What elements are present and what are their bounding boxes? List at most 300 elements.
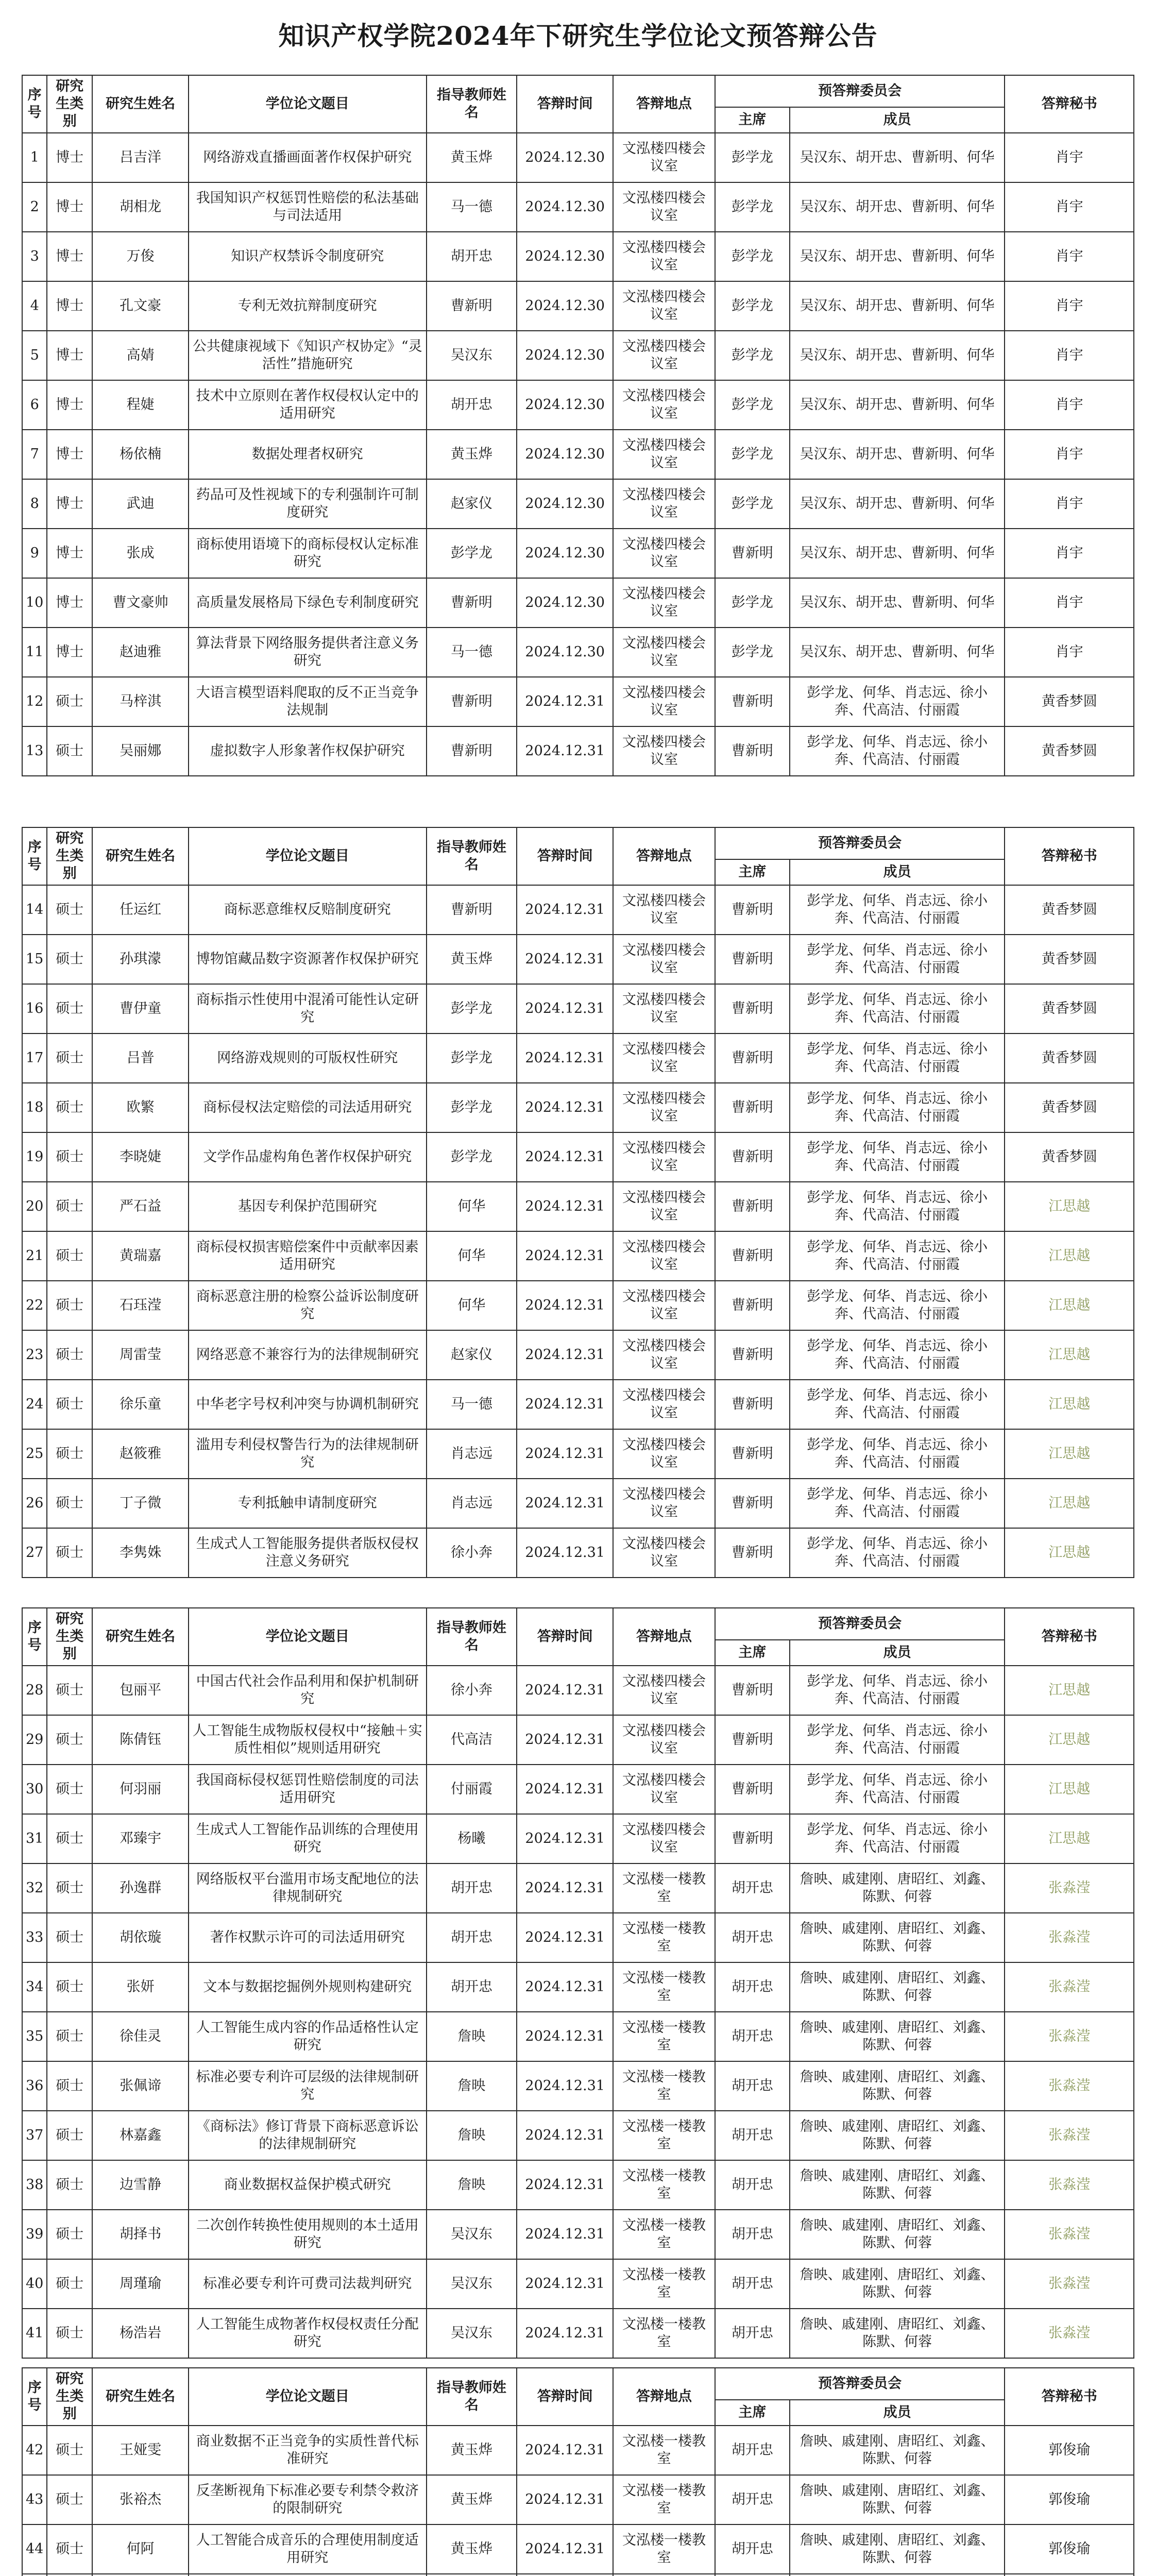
thesis-topic bbox=[189, 2574, 426, 2576]
defense-time: 2024.12.31 bbox=[517, 1666, 613, 1715]
student-type: 硕士 bbox=[47, 2210, 92, 2259]
advisor-name: 付丽霞 bbox=[427, 1765, 517, 1814]
student-type: 硕士 bbox=[47, 2426, 92, 2475]
student-name: 王娅雯 bbox=[92, 2426, 189, 2475]
advisor-name: 吴汉东 bbox=[427, 2259, 517, 2309]
row-number: 32 bbox=[22, 1863, 47, 1913]
advisor-name: 代高洁 bbox=[427, 1715, 517, 1765]
table-row bbox=[22, 2061, 1134, 2111]
defense-secretary: 黄香梦圆 bbox=[1005, 935, 1134, 984]
table-row bbox=[22, 1281, 1134, 1330]
student-type: 硕士 bbox=[47, 2309, 92, 2358]
thesis-topic: 反垄断视角下标准必要专利禁令救济的限制研究 bbox=[189, 2475, 426, 2524]
thesis-topic: 大语言模型语料爬取的反不正当竞争法规制 bbox=[189, 677, 426, 726]
defense-secretary: 江思越 bbox=[1005, 1380, 1134, 1429]
defense-secretary: 郭俊瑜 bbox=[1005, 2475, 1134, 2524]
student-name: 曹伊童 bbox=[92, 984, 189, 1033]
student-type: 硕士 bbox=[47, 935, 92, 984]
thesis-topic: 中国古代社会作品利用和保护机制研究 bbox=[189, 1666, 426, 1715]
committee-members: 詹映、戚建刚、唐昭红、刘鑫、陈默、何蓉 bbox=[790, 2111, 1005, 2160]
committee-chair: 曹新明 bbox=[715, 1666, 790, 1715]
header-number: 序号 bbox=[22, 75, 47, 133]
defense-time: 2024.12.30 bbox=[517, 232, 613, 281]
student-name: 高婧 bbox=[92, 331, 189, 380]
advisor-name: 彭学龙 bbox=[427, 1083, 517, 1132]
thesis-topic: 基因专利保护范围研究 bbox=[189, 1182, 426, 1231]
defense-place: 文泓楼四楼会议室 bbox=[613, 331, 715, 380]
thesis-topic: 《商标法》修订背景下商标恶意诉讼的法律规制研究 bbox=[189, 2111, 426, 2160]
student-name: 邓臻宇 bbox=[92, 1814, 189, 1863]
defense-place: 文泓楼一楼教室 bbox=[613, 2160, 715, 2210]
thesis-topic: 网络版权平台滥用市场支配地位的法律规制研究 bbox=[189, 1863, 426, 1913]
defense-time: 2024.12.30 bbox=[517, 331, 613, 380]
student-type: 硕士 bbox=[47, 1962, 92, 2012]
defense-place: 文泓楼四楼会议室 bbox=[613, 1330, 715, 1380]
committee-chair: 胡开忠 bbox=[715, 1913, 790, 1962]
student-name: 丁子微 bbox=[92, 1479, 189, 1528]
advisor-name: 胡开忠 bbox=[427, 380, 517, 430]
student-name: 包丽平 bbox=[92, 1666, 189, 1715]
committee-members: 詹映、戚建刚、唐昭红、刘鑫、陈默、何蓉 bbox=[790, 2309, 1005, 2358]
table-row bbox=[22, 232, 1134, 281]
committee-chair: 彭学龙 bbox=[715, 281, 790, 331]
student-name: 胡相龙 bbox=[92, 182, 189, 232]
table-row bbox=[22, 578, 1134, 628]
table-row bbox=[22, 1330, 1134, 1380]
row-number: 30 bbox=[22, 1765, 47, 1814]
committee-members: 吴汉东、胡开忠、曹新明、何华 bbox=[790, 232, 1005, 281]
student-name: 万俊 bbox=[92, 232, 189, 281]
student-name: 周雷莹 bbox=[92, 1330, 189, 1380]
committee-members: 彭学龙、何华、肖志远、徐小奔、代高洁、付丽霞 bbox=[790, 1666, 1005, 1715]
thesis-topic: 人工智能生成物著作权侵权责任分配研究 bbox=[189, 2309, 426, 2358]
advisor-name: 吴汉东 bbox=[427, 2309, 517, 2358]
defense-place: 文泓楼一楼教室 bbox=[613, 2426, 715, 2475]
row-number: 44 bbox=[22, 2524, 47, 2574]
defense-secretary: 肖宇 bbox=[1005, 232, 1134, 281]
defense-secretary: 黄香梦圆 bbox=[1005, 885, 1134, 935]
table-row bbox=[22, 1666, 1134, 1715]
row-number: 1 bbox=[22, 133, 47, 182]
defense-place: 文泓楼四楼会议室 bbox=[613, 182, 715, 232]
row-number: 19 bbox=[22, 1132, 47, 1182]
defense-place: 文泓楼四楼会议室 bbox=[613, 1132, 715, 1182]
student-type: 硕士 bbox=[47, 1231, 92, 1281]
defense-secretary: 黄香梦圆 bbox=[1005, 726, 1134, 776]
defense-place: 文泓楼四楼会议室 bbox=[613, 1528, 715, 1578]
header-thesis-topic: 学位论文题目 bbox=[189, 1608, 426, 1666]
defense-secretary: 张淼滢 bbox=[1005, 2259, 1134, 2309]
student-type: 博士 bbox=[47, 380, 92, 430]
row-number: 29 bbox=[22, 1715, 47, 1765]
table-row bbox=[22, 1033, 1134, 1083]
thesis-topic: 公共健康视域下《知识产权协定》“灵活性”措施研究 bbox=[189, 331, 426, 380]
defense-place: 文泓楼四楼会议室 bbox=[613, 529, 715, 578]
defense-time: 2024.12.31 bbox=[517, 1033, 613, 1083]
committee-members: 吴汉东、胡开忠、曹新明、何华 bbox=[790, 479, 1005, 529]
defense-secretary: 江思越 bbox=[1005, 1715, 1134, 1765]
defense-secretary: 江思越 bbox=[1005, 1479, 1134, 1528]
defense-secretary: 肖宇 bbox=[1005, 628, 1134, 677]
thesis-topic: 标准必要专利许可费司法裁判研究 bbox=[189, 2259, 426, 2309]
defense-secretary: 肖宇 bbox=[1005, 281, 1134, 331]
student-type: 硕士 bbox=[47, 677, 92, 726]
committee-members: 詹映、戚建刚、唐昭红、刘鑫、陈默、何蓉 bbox=[790, 2475, 1005, 2524]
defense-time: 2024.12.31 bbox=[517, 2160, 613, 2210]
student-type: 硕士 bbox=[47, 2259, 92, 2309]
table-row bbox=[22, 1479, 1134, 1528]
row-number: 33 bbox=[22, 1913, 47, 1962]
row-number: 41 bbox=[22, 2309, 47, 2358]
defense-place: 文泓楼四楼会议室 bbox=[613, 1666, 715, 1715]
defense-place: 文泓楼四楼会议室 bbox=[613, 1231, 715, 1281]
thesis-topic: 生成式人工智能作品训练的合理使用研究 bbox=[189, 1814, 426, 1863]
row-number: 38 bbox=[22, 2160, 47, 2210]
defense-place: 文泓楼四楼会议室 bbox=[613, 479, 715, 529]
student-name: 赵迪雅 bbox=[92, 628, 189, 677]
table-row bbox=[22, 1429, 1134, 1479]
header-members: 成员 bbox=[790, 107, 1005, 133]
student-name: 曹文豪帅 bbox=[92, 578, 189, 628]
defense-secretary: 张淼滢 bbox=[1005, 2210, 1134, 2259]
table-row bbox=[22, 2111, 1134, 2160]
header-secretary: 答辩秘书 bbox=[1005, 2368, 1134, 2426]
defense-secretary: 江思越 bbox=[1005, 1814, 1134, 1863]
table-row bbox=[22, 1528, 1134, 1578]
header-chair: 主席 bbox=[715, 2400, 790, 2426]
student-name: 李晓婕 bbox=[92, 1132, 189, 1182]
committee-chair: 曹新明 bbox=[715, 529, 790, 578]
thesis-topic: 文学作品虚构角色著作权保护研究 bbox=[189, 1132, 426, 1182]
defense-place: 文泓楼一楼教室 bbox=[613, 1962, 715, 2012]
table-row bbox=[22, 281, 1134, 331]
row-number: 5 bbox=[22, 331, 47, 380]
advisor-name: 詹映 bbox=[427, 2111, 517, 2160]
defense-place: 文泓楼四楼会议室 bbox=[613, 380, 715, 430]
header-student-type: 研究生类别 bbox=[47, 827, 92, 885]
student-name: 徐乐童 bbox=[92, 1380, 189, 1429]
committee-chair: 曹新明 bbox=[715, 1715, 790, 1765]
student-type: 硕士 bbox=[47, 1666, 92, 1715]
committee-chair: 彭学龙 bbox=[715, 578, 790, 628]
committee-members: 彭学龙、何华、肖志远、徐小奔、代高洁、付丽霞 bbox=[790, 1281, 1005, 1330]
table-row bbox=[22, 2524, 1134, 2574]
student-type: 硕士 bbox=[47, 726, 92, 776]
committee-members: 吴汉东、胡开忠、曹新明、何华 bbox=[790, 380, 1005, 430]
student-type: 硕士 bbox=[47, 1765, 92, 1814]
defense-time: 2024.12.31 bbox=[517, 1765, 613, 1814]
committee-members: 彭学龙、何华、肖志远、徐小奔、代高洁、付丽霞 bbox=[790, 1479, 1005, 1528]
row-number: 42 bbox=[22, 2426, 47, 2475]
student-type: 博士 bbox=[47, 430, 92, 479]
defense-secretary: 张淼滢 bbox=[1005, 1962, 1134, 2012]
row-number: 16 bbox=[22, 984, 47, 1033]
defense-time: 2024.12.31 bbox=[517, 1330, 613, 1380]
defense-time: 2024.12.31 bbox=[517, 1962, 613, 2012]
defense-place: 文泓楼四楼会议室 bbox=[613, 1083, 715, 1132]
committee-chair: 胡开忠 bbox=[715, 2426, 790, 2475]
student-type: 博士 bbox=[47, 331, 92, 380]
student-name: 武迪 bbox=[92, 479, 189, 529]
table-row bbox=[22, 2309, 1134, 2358]
table-row bbox=[22, 1231, 1134, 1281]
defense-time: 2024.12.31 bbox=[517, 885, 613, 935]
committee-chair: 曹新明 bbox=[715, 1814, 790, 1863]
committee-members: 詹映、戚建刚、唐昭红、刘鑫、陈默、何蓉 bbox=[790, 1962, 1005, 2012]
table-row bbox=[22, 182, 1134, 232]
student-type: 博士 bbox=[47, 628, 92, 677]
student-type: 硕士 bbox=[47, 2524, 92, 2574]
thesis-topic: 中华老字号权利冲突与协调机制研究 bbox=[189, 1380, 426, 1429]
defense-place: 文泓楼四楼会议室 bbox=[613, 1479, 715, 1528]
student-name: 吴丽娜 bbox=[92, 726, 189, 776]
schedule-table bbox=[22, 827, 1134, 1578]
committee-members: 彭学龙、何华、肖志远、徐小奔、代高洁、付丽霞 bbox=[790, 1715, 1005, 1765]
student-type: 硕士 bbox=[47, 1715, 92, 1765]
thesis-topic: 我国商标侵权惩罚性赔偿制度的司法适用研究 bbox=[189, 1765, 426, 1814]
defense-place: 文泓楼四楼会议室 bbox=[613, 984, 715, 1033]
defense-time: 2024.12.31 bbox=[517, 2259, 613, 2309]
header-time: 答辩时间 bbox=[517, 1608, 613, 1666]
defense-secretary: 黄香梦圆 bbox=[1005, 677, 1134, 726]
student-name: 边雪静 bbox=[92, 2160, 189, 2210]
advisor-name: 肖志远 bbox=[427, 1429, 517, 1479]
advisor-name: 詹映 bbox=[427, 2012, 517, 2061]
defense-place: 文泓楼一楼教室 bbox=[613, 2012, 715, 2061]
committee-chair: 彭学龙 bbox=[715, 380, 790, 430]
student-type: 硕士 bbox=[47, 1380, 92, 1429]
defense-time: 2024.12.30 bbox=[517, 380, 613, 430]
defense-time: 2024.12.31 bbox=[517, 726, 613, 776]
thesis-topic: 商标恶意注册的检察公益诉讼制度研究 bbox=[189, 1281, 426, 1330]
row-number: 34 bbox=[22, 1962, 47, 2012]
defense-time: 2024.12.31 bbox=[517, 1863, 613, 1913]
defense-secretary: 张淼滢 bbox=[1005, 1913, 1134, 1962]
thesis-topic: 商业数据不正当竞争的实质性普代标准研究 bbox=[189, 2426, 426, 2475]
advisor-name: 黄玉烨 bbox=[427, 2475, 517, 2524]
table-row bbox=[22, 430, 1134, 479]
defense-secretary: 江思越 bbox=[1005, 1765, 1134, 1814]
thesis-topic: 博物馆藏品数字资源著作权保护研究 bbox=[189, 935, 426, 984]
committee-members: 吴汉东、胡开忠、曹新明、何华 bbox=[790, 331, 1005, 380]
committee-chair: 曹新明 bbox=[715, 935, 790, 984]
row-number: 12 bbox=[22, 677, 47, 726]
committee-members bbox=[790, 2574, 1005, 2576]
advisor-name: 肖志远 bbox=[427, 1479, 517, 1528]
committee-chair: 彭学龙 bbox=[715, 133, 790, 182]
committee-members: 詹映、戚建刚、唐昭红、刘鑫、陈默、何蓉 bbox=[790, 2426, 1005, 2475]
header-thesis-topic: 学位论文题目 bbox=[189, 827, 426, 885]
student-type: 硕士 bbox=[47, 1083, 92, 1132]
defense-secretary: 黄香梦圆 bbox=[1005, 1132, 1134, 1182]
student-type: 博士 bbox=[47, 281, 92, 331]
defense-time: 2024.12.31 bbox=[517, 1814, 613, 1863]
defense-secretary: 肖宇 bbox=[1005, 182, 1134, 232]
header-place: 答辩地点 bbox=[613, 75, 715, 133]
table-row bbox=[22, 529, 1134, 578]
header-time: 答辩时间 bbox=[517, 827, 613, 885]
row-number: 22 bbox=[22, 1281, 47, 1330]
thesis-topic: 商标侵权损害赔偿案件中贡献率因素适用研究 bbox=[189, 1231, 426, 1281]
defense-secretary: 张淼滢 bbox=[1005, 2160, 1134, 2210]
defense-place: 文泓楼四楼会议室 bbox=[613, 133, 715, 182]
committee-chair: 曹新明 bbox=[715, 1765, 790, 1814]
advisor-name: 彭学龙 bbox=[427, 1033, 517, 1083]
table-row bbox=[22, 331, 1134, 380]
row-number: 43 bbox=[22, 2475, 47, 2524]
thesis-topic: 著作权默示许可的司法适用研究 bbox=[189, 1913, 426, 1962]
committee-members: 彭学龙、何华、肖志远、徐小奔、代高洁、付丽霞 bbox=[790, 1528, 1005, 1578]
table-row bbox=[22, 1715, 1134, 1765]
defense-time: 2024.12.31 bbox=[517, 1083, 613, 1132]
defense-secretary: 张淼滢 bbox=[1005, 1863, 1134, 1913]
defense-place: 文泓楼四楼会议室 bbox=[613, 1429, 715, 1479]
header-advisor: 指导教师姓名 bbox=[427, 75, 517, 133]
defense-secretary: 江思越 bbox=[1005, 1231, 1134, 1281]
thesis-topic: 人工智能合成音乐的合理使用制度适用研究 bbox=[189, 2524, 426, 2574]
defense-time: 2024.12.30 bbox=[517, 529, 613, 578]
committee-chair: 曹新明 bbox=[715, 1380, 790, 1429]
header-place: 答辩地点 bbox=[613, 827, 715, 885]
student-name bbox=[92, 2574, 189, 2576]
defense-time: 2024.12.30 bbox=[517, 578, 613, 628]
committee-chair: 胡开忠 bbox=[715, 2259, 790, 2309]
committee-chair: 曹新明 bbox=[715, 885, 790, 935]
committee-chair: 彭学龙 bbox=[715, 331, 790, 380]
advisor-name: 曹新明 bbox=[427, 281, 517, 331]
committee-members: 吴汉东、胡开忠、曹新明、何华 bbox=[790, 281, 1005, 331]
committee-members: 詹映、戚建刚、唐昭红、刘鑫、陈默、何蓉 bbox=[790, 1913, 1005, 1962]
committee-members: 彭学龙、何华、肖志远、徐小奔、代高洁、付丽霞 bbox=[790, 1182, 1005, 1231]
table-row bbox=[22, 628, 1134, 677]
defense-place: 文泓楼四楼会议室 bbox=[613, 281, 715, 331]
defense-place: 文泓楼一楼教室 bbox=[613, 2111, 715, 2160]
advisor-name: 黄玉烨 bbox=[427, 430, 517, 479]
header-time: 答辩时间 bbox=[517, 2368, 613, 2426]
committee-members: 彭学龙、何华、肖志远、徐小奔、代高洁、付丽霞 bbox=[790, 726, 1005, 776]
student-name: 何羽丽 bbox=[92, 1765, 189, 1814]
row-number: 2 bbox=[22, 182, 47, 232]
thesis-topic: 数据处理者权研究 bbox=[189, 430, 426, 479]
defense-time: 2024.12.31 bbox=[517, 984, 613, 1033]
committee-members: 吴汉东、胡开忠、曹新明、何华 bbox=[790, 430, 1005, 479]
header-chair: 主席 bbox=[715, 1640, 790, 1666]
header-advisor: 指导教师姓名 bbox=[427, 1608, 517, 1666]
defense-time: 2024.12.31 bbox=[517, 1380, 613, 1429]
table-row bbox=[22, 2160, 1134, 2210]
row-number: 11 bbox=[22, 628, 47, 677]
student-type: 硕士 bbox=[47, 2061, 92, 2111]
header-committee: 预答辩委员会 bbox=[715, 2368, 1005, 2400]
defense-time: 2024.12.31 bbox=[517, 1479, 613, 1528]
defense-time: 2024.12.31 bbox=[517, 1715, 613, 1765]
row-number: 20 bbox=[22, 1182, 47, 1231]
defense-time: 2024.12.30 bbox=[517, 628, 613, 677]
committee-chair: 胡开忠 bbox=[715, 2309, 790, 2358]
student-name: 严石益 bbox=[92, 1182, 189, 1231]
row-number: 7 bbox=[22, 430, 47, 479]
student-name: 张裕杰 bbox=[92, 2475, 189, 2524]
defense-time: 2024.12.31 bbox=[517, 1528, 613, 1578]
advisor-name: 黄玉烨 bbox=[427, 935, 517, 984]
defense-secretary: 郭俊瑜 bbox=[1005, 2426, 1134, 2475]
row-number bbox=[22, 2574, 47, 2576]
header-chair: 主席 bbox=[715, 859, 790, 885]
defense-time: 2024.12.31 bbox=[517, 2111, 613, 2160]
student-type: 博士 bbox=[47, 529, 92, 578]
advisor-name: 马一德 bbox=[427, 1380, 517, 1429]
defense-place: 文泓楼一楼教室 bbox=[613, 2524, 715, 2574]
defense-place: 文泓楼一楼教室 bbox=[613, 2061, 715, 2111]
advisor-name: 黄玉烨 bbox=[427, 133, 517, 182]
header-student-type: 研究生类别 bbox=[47, 1608, 92, 1666]
student-name: 陈倩钰 bbox=[92, 1715, 189, 1765]
row-number: 14 bbox=[22, 885, 47, 935]
thesis-topic: 专利无效抗辩制度研究 bbox=[189, 281, 426, 331]
student-name: 杨依楠 bbox=[92, 430, 189, 479]
student-name: 李隽姝 bbox=[92, 1528, 189, 1578]
committee-members: 吴汉东、胡开忠、曹新明、何华 bbox=[790, 182, 1005, 232]
row-number: 31 bbox=[22, 1814, 47, 1863]
advisor-name: 曹新明 bbox=[427, 885, 517, 935]
committee-chair: 曹新明 bbox=[715, 1033, 790, 1083]
defense-time: 2024.12.31 bbox=[517, 935, 613, 984]
defense-time: 2024.12.30 bbox=[517, 182, 613, 232]
defense-place: 文泓楼四楼会议室 bbox=[613, 677, 715, 726]
student-name: 张妍 bbox=[92, 1962, 189, 2012]
committee-chair: 曹新明 bbox=[715, 1281, 790, 1330]
committee-chair: 曹新明 bbox=[715, 984, 790, 1033]
defense-secretary: 江思越 bbox=[1005, 1330, 1134, 1380]
student-type: 硕士 bbox=[47, 1182, 92, 1231]
defense-secretary: 江思越 bbox=[1005, 1666, 1134, 1715]
defense-place: 文泓楼四楼会议室 bbox=[613, 1033, 715, 1083]
table-row bbox=[22, 1863, 1134, 1913]
student-type: 硕士 bbox=[47, 1281, 92, 1330]
defense-time: 2024.12.31 bbox=[517, 2309, 613, 2358]
defense-time: 2024.12.30 bbox=[517, 133, 613, 182]
committee-chair: 胡开忠 bbox=[715, 2524, 790, 2574]
committee-members: 詹映、戚建刚、唐昭红、刘鑫、陈默、何蓉 bbox=[790, 2210, 1005, 2259]
table-row bbox=[22, 2259, 1134, 2309]
student-type: 硕士 bbox=[47, 1913, 92, 1962]
committee-members: 詹映、戚建刚、唐昭红、刘鑫、陈默、何蓉 bbox=[790, 2061, 1005, 2111]
committee-members: 彭学龙、何华、肖志远、徐小奔、代高洁、付丽霞 bbox=[790, 1132, 1005, 1182]
committee-chair: 彭学龙 bbox=[715, 232, 790, 281]
advisor-name: 杨曦 bbox=[427, 1814, 517, 1863]
thesis-topic: 技术中立原则在著作权侵权认定中的适用研究 bbox=[189, 380, 426, 430]
defense-time bbox=[517, 2574, 613, 2576]
student-type: 硕士 bbox=[47, 2475, 92, 2524]
defense-secretary: 江思越 bbox=[1005, 1429, 1134, 1479]
advisor-name: 胡开忠 bbox=[427, 232, 517, 281]
advisor-name: 徐小奔 bbox=[427, 1528, 517, 1578]
defense-place: 文泓楼四楼会议室 bbox=[613, 1715, 715, 1765]
header-secretary: 答辩秘书 bbox=[1005, 75, 1134, 133]
defense-time: 2024.12.30 bbox=[517, 430, 613, 479]
defense-time: 2024.12.30 bbox=[517, 479, 613, 529]
committee-members: 彭学龙、何华、肖志远、徐小奔、代高洁、付丽霞 bbox=[790, 1330, 1005, 1380]
student-name: 孔文豪 bbox=[92, 281, 189, 331]
committee-members: 彭学龙、何华、肖志远、徐小奔、代高洁、付丽霞 bbox=[790, 1765, 1005, 1814]
committee-members: 吴汉东、胡开忠、曹新明、何华 bbox=[790, 628, 1005, 677]
advisor-name: 曹新明 bbox=[427, 677, 517, 726]
defense-secretary: 肖宇 bbox=[1005, 479, 1134, 529]
defense-place: 文泓楼一楼教室 bbox=[613, 2259, 715, 2309]
thesis-topic: 人工智能生成内容的作品适格性认定研究 bbox=[189, 2012, 426, 2061]
defense-time: 2024.12.31 bbox=[517, 2012, 613, 2061]
table-row bbox=[22, 133, 1134, 182]
